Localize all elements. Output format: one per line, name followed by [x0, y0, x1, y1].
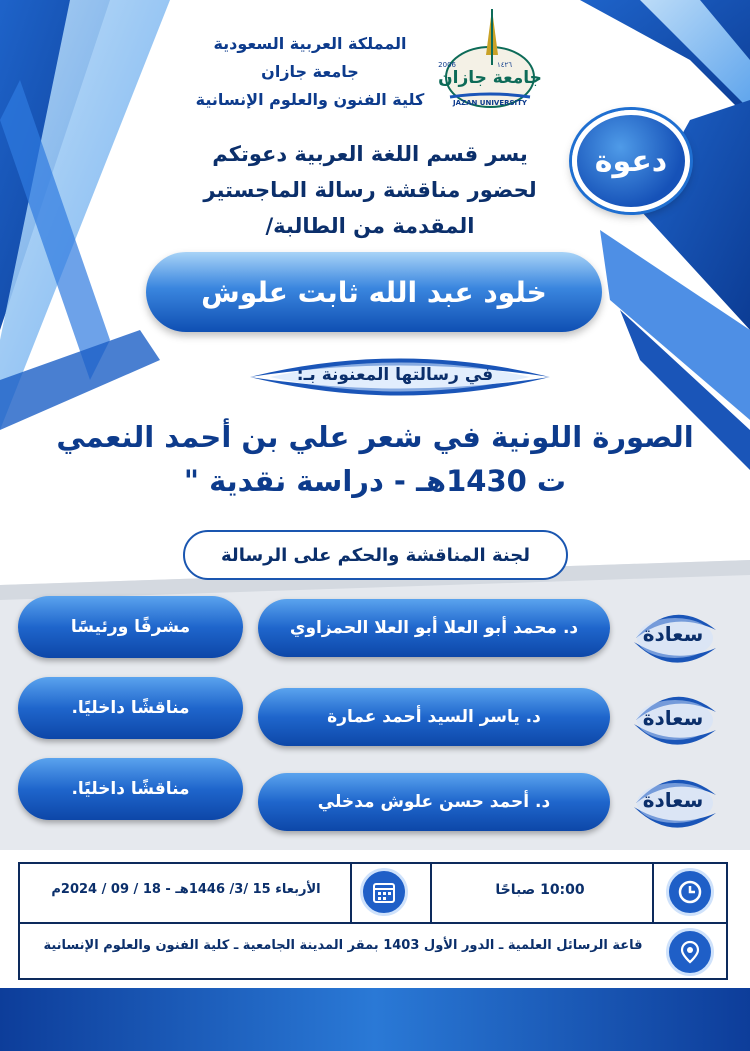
event-date: الأربعاء 15 /3/ 1446هـ - 18 / 09 / 2024م [51, 882, 321, 897]
details-divider [350, 864, 352, 922]
committee-member-name: د. محمد أبو العلا أبو العلا الحمزاوي [258, 599, 610, 657]
details-divider [20, 922, 726, 924]
details-divider [652, 864, 654, 922]
invitation-line-3: المقدمة من الطالبة/ [265, 214, 475, 238]
event-time: 10:00 صباحًا [495, 882, 585, 898]
invitation-line-1: يسر قسم اللغة العربية دعوتكم [212, 142, 528, 166]
svg-text:جامعة جازان: جامعة جازان [438, 68, 542, 88]
student-name: خلود عبد الله ثابت علوش [146, 252, 602, 332]
svg-text:١٤٢٦: ١٤٢٦ [496, 61, 512, 69]
honorific-label: سعادة [642, 788, 704, 812]
honorific-label: سعادة [642, 706, 704, 730]
country-name: المملكة العربية السعودية [213, 34, 407, 53]
honorific-label: سعادة [642, 622, 704, 646]
invitation-badge: دعوة [572, 110, 690, 212]
committee-member-role: مناقشًا داخليًا. [18, 758, 243, 820]
jazan-university-logo [440, 5, 540, 115]
thesis-title [40, 415, 710, 503]
committee-member-role: مناقشًا داخليًا. [18, 677, 243, 739]
footer-band [0, 988, 750, 1051]
invitation-line-2: لحضور مناقشة رسالة الماجستير [203, 178, 537, 202]
location-pin-icon [666, 928, 714, 976]
committee-heading: لجنة المناقشة والحكم على الرسالة [183, 530, 568, 580]
university-name: جامعة جازان [261, 62, 359, 81]
thesis-title-line-1: الصورة اللونية في شعر علي بن أحمد النعمي [56, 420, 694, 454]
calendar-icon [360, 868, 408, 916]
committee-member-role: مشرفًا ورئيسًا [18, 596, 243, 658]
svg-text:JAZAN UNIVERSITY: JAZAN UNIVERSITY [452, 99, 528, 107]
college-name: كلية الفنون والعلوم الإنسانية [195, 90, 425, 109]
thesis-intro: في رسالتها المعنونة بـ: [296, 365, 494, 385]
thesis-title-line-2: ت 1430هـ - دراسة نقدية " [183, 464, 567, 498]
details-divider [430, 864, 432, 922]
svg-text:2006: 2006 [438, 61, 456, 69]
event-details-box [18, 862, 728, 980]
institution-header [195, 30, 425, 114]
event-location: قاعة الرسائل العلمية ـ الدور الأول 1403 بمقر المدينة الجامعية ـ كلية الفنون والعلوم الإنسانية [43, 938, 643, 953]
invitation-text [190, 136, 550, 244]
clock-icon [666, 868, 714, 916]
committee-member-name: د. أحمد حسن علوش مدخلي [258, 773, 610, 831]
committee-member-name: د. ياسر السيد أحمد عمارة [258, 688, 610, 746]
